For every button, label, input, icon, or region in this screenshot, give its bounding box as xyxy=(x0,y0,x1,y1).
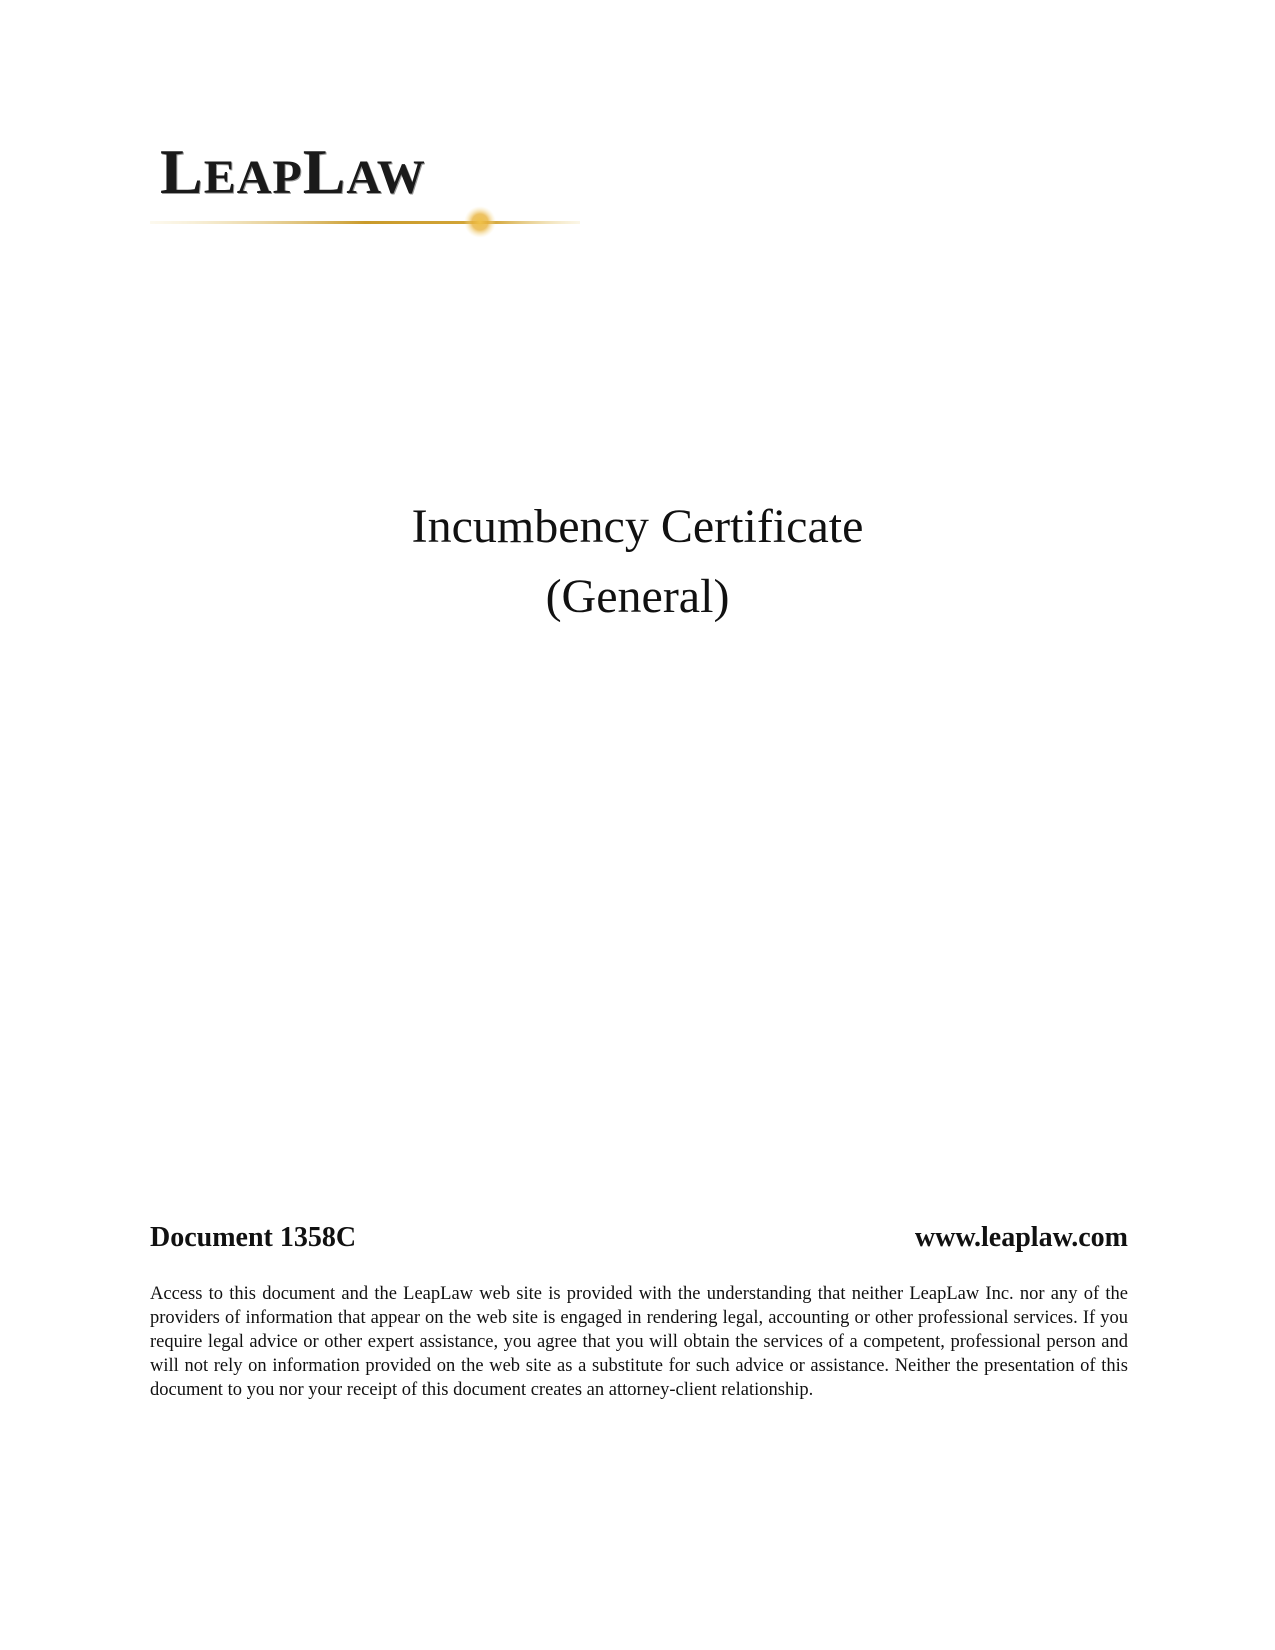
title-line-sub: (General) xyxy=(545,570,730,623)
title-line-main: Incumbency Certificate xyxy=(411,500,864,553)
website-link[interactable]: www.leaplaw.com xyxy=(914,1222,1128,1253)
logo-letters: EAP xyxy=(203,151,303,204)
logo-swoosh-icon xyxy=(150,206,580,240)
leaplaw-logo xyxy=(150,136,580,240)
logo-wordmark xyxy=(160,136,426,207)
document-id: Document 1358C xyxy=(150,1222,357,1253)
document-info-row xyxy=(150,1222,1128,1258)
logo-letter: L xyxy=(302,136,347,207)
disclaimer-text: Access to this document and the LeapLaw web site is provided with the understanding that neither LeapLaw Inc. nor any of the providers of information that appear on the web site is engaged in rendering legal, accounting or other professional services. If you require legal advice or other expert assistance, you agree that you will obtain the services of a competent, professional person and will not rely on information provided on the web site as a substitute for such advice or assistance. Neither the presentation of this document to you nor your receipt of this document creates an attorney-client relationship. xyxy=(150,1284,1128,1400)
logo-letter: L xyxy=(160,136,204,207)
document-title xyxy=(0,492,1275,632)
logo-letters: AW xyxy=(346,151,426,204)
